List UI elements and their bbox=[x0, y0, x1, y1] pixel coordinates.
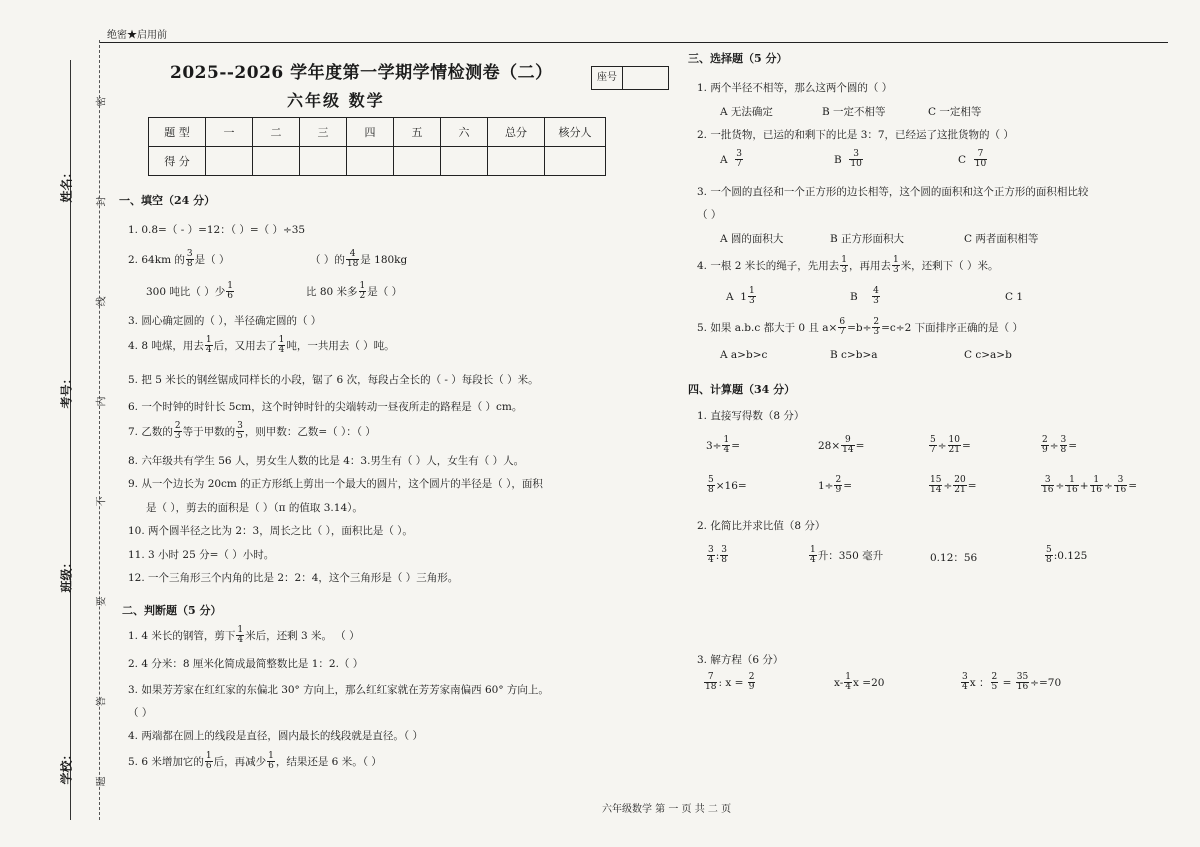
fraction: $\frac{1}{6}$ bbox=[227, 281, 233, 302]
fraction: $\frac{4}{3}$ bbox=[873, 286, 879, 307]
fraction: $\frac{1}{4}$ bbox=[237, 625, 244, 646]
option bbox=[850, 287, 881, 307]
calc-item: $\frac{15}{14}$ ÷ $\frac{20}{21}$ = bbox=[930, 475, 977, 496]
school-label: 学校： bbox=[59, 748, 74, 785]
question-text: 300 吨比（ ）少 bbox=[146, 285, 226, 298]
seal-char: 封 bbox=[96, 196, 108, 207]
question bbox=[306, 282, 402, 302]
option bbox=[720, 150, 744, 170]
seal-char: 内 bbox=[96, 396, 108, 407]
section3-title: 三、选择题（5 分） bbox=[688, 52, 788, 65]
equation-tail: =70 bbox=[1038, 676, 1062, 689]
seal-char: 不 bbox=[96, 496, 108, 507]
option-letter: A bbox=[726, 290, 734, 303]
seal-char: 题 bbox=[96, 776, 108, 787]
ratio-item: $\frac{5}{8}$ :0.125 bbox=[1046, 545, 1088, 566]
table-cell: 一 bbox=[206, 118, 253, 147]
option: C c>a>b bbox=[964, 349, 1012, 361]
fraction: $\frac{2}{3}$ bbox=[873, 317, 880, 338]
equation-item: x- $\frac{1}{4}$ x =20 bbox=[834, 672, 885, 693]
question bbox=[697, 256, 999, 276]
option: C 两者面积相等 bbox=[964, 233, 1039, 245]
seal-char: 密 bbox=[96, 96, 108, 107]
fraction: $\frac{1}{4}$ bbox=[205, 335, 212, 356]
question bbox=[146, 282, 235, 302]
seal-char: 答 bbox=[96, 696, 108, 707]
question-text: 吨，一共用去（ ）吨。 bbox=[286, 339, 395, 352]
question: 12. 一个三角形三个内角的比是 2：2：4，这个三角形是（ ）三角形。 bbox=[128, 572, 459, 584]
table-cell: 三 bbox=[300, 118, 347, 147]
question-text: 等于甲数的 bbox=[182, 425, 236, 438]
fraction: $\frac{6}{7}$ bbox=[839, 317, 846, 338]
exam-title: 2025--2026 学年度第一学期学情检测卷（二） bbox=[170, 63, 553, 83]
name-label: 姓名： bbox=[59, 166, 74, 203]
section2-title: 二、判断题（5 分） bbox=[122, 604, 222, 617]
question: 8. 六年级共有学生 56 人，男女生人数的比是 4：3.男生有（ ）人，女生有（ ）人。 bbox=[128, 455, 525, 467]
question-text: 是（ ） bbox=[367, 285, 403, 298]
question: （ ） bbox=[697, 209, 722, 221]
option: B 一定不相等 bbox=[822, 106, 886, 118]
question-text: ，则甲数：乙数=（ ）：（ ） bbox=[244, 425, 376, 438]
table-cell: 四 bbox=[347, 118, 394, 147]
question: 1. 两个半径不相等，那么这两个圆的（ ） bbox=[697, 82, 893, 94]
calc-item: $\frac{5}{7}$ ÷ $\frac{10}{21}$ = bbox=[930, 435, 971, 456]
fraction: $\frac{1}{6}$ bbox=[268, 751, 274, 772]
question-text: 5. 如果 a.b.c 都大于 0 且 a× bbox=[697, 321, 838, 334]
fraction: $\frac{1}{3}$ bbox=[748, 286, 755, 307]
score-cell[interactable] bbox=[300, 147, 347, 176]
score-cell[interactable] bbox=[441, 147, 488, 176]
seat-label: 座号 bbox=[592, 67, 623, 89]
question-text: 是（ ） bbox=[194, 253, 230, 266]
question-text: ，结果还是 6 米。（ ） bbox=[275, 755, 382, 768]
calc-item: $\frac{5}{8}$ ×16= bbox=[708, 475, 747, 496]
section1-title: 一、填空（24 分） bbox=[119, 194, 216, 207]
question: 11. 3 小时 25 分=（ ）小时。 bbox=[128, 549, 275, 561]
question bbox=[128, 422, 376, 442]
equation-item: $\frac{3}{4}$ x ： $\frac{2}{5}$ = $\frac{35}{16}$ ÷=70 bbox=[962, 672, 1062, 693]
option: C 1 bbox=[1005, 291, 1024, 303]
fraction: $\frac{3}{7}$ bbox=[736, 149, 743, 170]
fraction: $\frac{1}{4}$ bbox=[278, 335, 285, 356]
fraction: $\frac{3}{8}$ bbox=[186, 249, 193, 270]
exam-subtitle: 六年级 数学 bbox=[287, 91, 385, 110]
question: 是（ ），剪去的面积是（ ）（π 的值取 3.14）。 bbox=[146, 502, 363, 514]
option: A 无法确定 bbox=[720, 106, 773, 118]
seal-char: 要 bbox=[96, 596, 108, 607]
question: 1. 0.8=（ - ）=12：（ ）=（ ）÷35 bbox=[128, 224, 306, 236]
option-value: 1 bbox=[740, 290, 747, 303]
question bbox=[310, 250, 407, 270]
option bbox=[958, 150, 988, 170]
fraction: $\frac{1}{6}$ bbox=[205, 751, 212, 772]
section4-title: 四、计算题（34 分） bbox=[688, 383, 796, 396]
question-text: 1. 4 米长的钢管，剪下 bbox=[128, 629, 236, 642]
score-cell[interactable] bbox=[488, 147, 545, 176]
option: A 圆的面积大 bbox=[720, 233, 784, 245]
question bbox=[128, 626, 360, 646]
option-letter: B bbox=[834, 153, 842, 166]
calc-item: 28× $\frac{9}{14}$ = bbox=[818, 435, 865, 456]
fraction: $\frac{3}{10}$ bbox=[850, 149, 862, 170]
ratio-item: $\frac{1}{4}$ 升：350 毫升 bbox=[810, 545, 884, 566]
question-text: 后，又用去了 bbox=[213, 339, 277, 352]
question: 3. 如果芳芳家在红红家的东偏北 30° 方向上，那么红红家就在芳芳家南偏西 60° 方向上。 bbox=[128, 684, 549, 696]
question-text: 是 180kg bbox=[360, 253, 408, 266]
question-text: 米，还剩下（ ）米。 bbox=[900, 259, 999, 272]
question-text: 4. 一根 2 米长的绳子，先用去 bbox=[697, 259, 840, 272]
question: 6. 一个时钟的时针长 5cm，这个时钟时针的尖端转动一昼夜所走的路程是（ ）cm。 bbox=[128, 401, 523, 413]
score-cell[interactable] bbox=[347, 147, 394, 176]
question-text: 5. 6 米增加它的 bbox=[128, 755, 204, 768]
question: 3. 圆心确定圆的（ ），半径确定圆的（ ） bbox=[128, 315, 322, 327]
option: C 一定相等 bbox=[928, 106, 982, 118]
fraction: $\frac{2}{3}$ bbox=[174, 421, 181, 442]
option-letter: A bbox=[720, 153, 728, 166]
ratio-item: $\frac{3}{4}$ : $\frac{3}{8}$ bbox=[708, 545, 728, 566]
seal-char: 线 bbox=[96, 296, 108, 307]
option-letter: C bbox=[958, 153, 967, 166]
fraction: $\frac{7}{10}$ bbox=[974, 149, 987, 170]
ratio-item: 0.12：56 bbox=[930, 552, 978, 564]
question: 2. 一批货物，已运的和剩下的比是 3：7，已经运了这批货物的（ ） bbox=[697, 129, 1014, 141]
subsection-title: 2. 化简比并求比值（8 分） bbox=[697, 520, 826, 532]
option bbox=[834, 150, 864, 170]
calc-item: $\frac{3}{16}$ ÷ $\frac{1}{16}$ + $\frac{1}{16}$ ÷ $\frac{3}{16}$ = bbox=[1042, 475, 1138, 496]
question: 10. 两个圆半径之比为 2：3，周长之比（ ），面积比是（ ）。 bbox=[128, 525, 413, 537]
score-cell[interactable] bbox=[206, 147, 253, 176]
table-cell: 核分人 bbox=[545, 118, 606, 147]
subsection-title: 3. 解方程（6 分） bbox=[697, 654, 784, 666]
question-text: 比 80 米多 bbox=[306, 285, 358, 298]
option: B 正方形面积大 bbox=[830, 233, 905, 245]
calc-item: 1÷ $\frac{2}{9}$ = bbox=[818, 475, 853, 496]
equation-item: $\frac{7}{18}$ : x = $\frac{2}{9}$ bbox=[705, 672, 755, 693]
option: A a>b>c bbox=[720, 349, 768, 361]
question bbox=[128, 752, 382, 772]
question: 5. 把 5 米长的钢丝锯成同样长的小段，锯了 6 次，每段占全长的（ - ）每段长（ ）米。 bbox=[128, 374, 539, 386]
subsection-title: 1. 直接写得数（8 分） bbox=[697, 410, 805, 422]
table-cell: 题 型 bbox=[149, 118, 206, 147]
page-footer: 六年级数学 第 一 页 共 二 页 bbox=[602, 804, 732, 815]
question: 2. 4 分米：8 厘米化简成最简整数比是 1：2.（ ） bbox=[128, 658, 364, 670]
question bbox=[697, 318, 1023, 338]
fraction: $\frac{1}{3}$ bbox=[841, 255, 847, 276]
question-text: 后，再减少 bbox=[213, 755, 267, 768]
question-text: （ ）的 bbox=[310, 253, 345, 266]
option: B c>b>a bbox=[830, 349, 878, 361]
ratio-text: 升：350 毫升 bbox=[817, 549, 884, 562]
secret-label: 绝密★启用前 bbox=[107, 30, 167, 41]
question-text: ，再用去 bbox=[848, 259, 891, 272]
question-text: 4. 8 吨煤，用去 bbox=[128, 339, 204, 352]
fraction: $\frac{3}{5}$ bbox=[237, 421, 243, 442]
table-cell: 总分 bbox=[488, 118, 545, 147]
question bbox=[128, 336, 395, 356]
table-cell: 得 分 bbox=[149, 147, 206, 176]
score-cell[interactable] bbox=[253, 147, 300, 176]
option bbox=[726, 287, 757, 307]
fraction: $\frac{1}{2}$ bbox=[359, 281, 366, 302]
fraction: $\frac{4}{18}$ bbox=[346, 249, 359, 270]
question bbox=[128, 250, 229, 270]
question-text: =c÷2 下面排序正确的是（ ） bbox=[881, 321, 1023, 334]
score-cell[interactable] bbox=[394, 147, 441, 176]
score-table-header-row bbox=[149, 118, 606, 147]
calc-item: 3÷ $\frac{1}{4}$ = bbox=[706, 435, 741, 456]
question-text: 米后，还剩 3 米。 （ ） bbox=[245, 629, 360, 642]
table-cell: 五 bbox=[394, 118, 441, 147]
score-cell[interactable] bbox=[545, 147, 606, 176]
calc-item: $\frac{2}{9}$ ÷ $\frac{3}{8}$ = bbox=[1042, 435, 1078, 456]
header-rule bbox=[100, 42, 1168, 43]
seat-box bbox=[591, 66, 669, 90]
question-text: 2. 64km 的 bbox=[128, 253, 185, 266]
fraction: $\frac{1}{3}$ bbox=[892, 255, 899, 276]
question: 3. 一个圆的直径和一个正方形的边长相等，这个圆的面积和这个正方形的面积相比较 bbox=[697, 186, 1089, 198]
question: 4. 两端都在圆上的线段是直径，圆内最长的线段就是直径。（ ） bbox=[128, 730, 423, 742]
table-cell: 二 bbox=[253, 118, 300, 147]
score-table-row bbox=[149, 147, 606, 176]
option-letter: B bbox=[850, 290, 858, 303]
exam-no-label: 考号： bbox=[59, 372, 74, 409]
table-cell: 六 bbox=[441, 118, 488, 147]
question: （ ） bbox=[128, 707, 153, 719]
question-text: 7. 乙数的 bbox=[128, 425, 173, 438]
question: 9. 从一个边长为 20cm 的正方形纸上剪出一个最大的圆片，这个圆片的半径是（ ），面积 bbox=[128, 478, 543, 490]
score-table bbox=[148, 117, 606, 176]
class-label: 班级： bbox=[59, 556, 74, 593]
question-text: =b÷ bbox=[847, 321, 872, 334]
